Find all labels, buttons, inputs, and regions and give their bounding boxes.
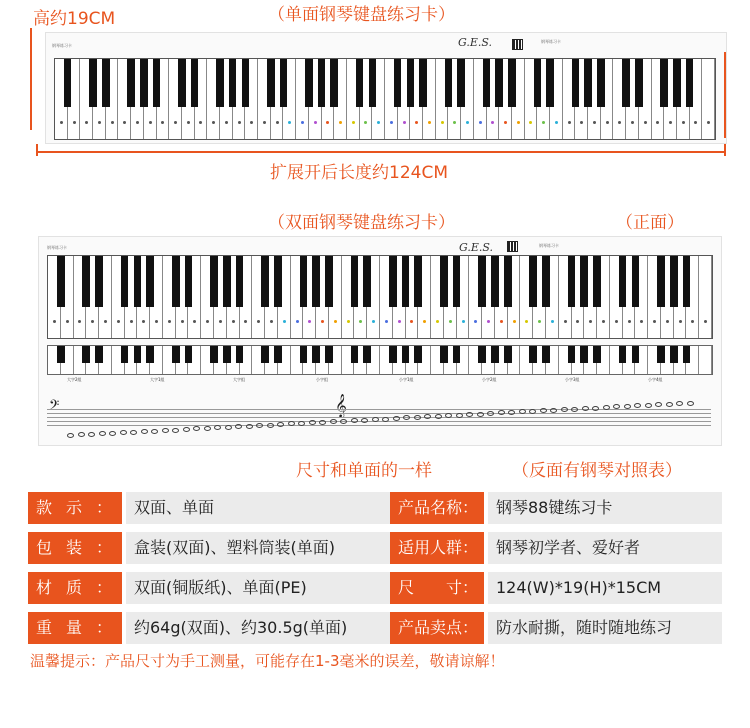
octave-label: 小字2组 xyxy=(482,377,497,382)
note-marker xyxy=(436,320,439,323)
staff-line xyxy=(47,421,711,422)
black-key xyxy=(632,256,640,307)
spec-label: 材 质 ： xyxy=(28,572,122,604)
staff-note xyxy=(88,432,95,437)
black-key xyxy=(632,346,640,363)
note-marker xyxy=(679,320,682,323)
octave-label: 小字1组 xyxy=(399,377,414,382)
staff-note xyxy=(529,409,536,414)
staff-note xyxy=(477,412,484,417)
staff-note xyxy=(99,431,106,436)
black-key xyxy=(146,346,154,363)
black-key xyxy=(134,346,142,363)
spec-label: 适用人群： xyxy=(390,532,484,564)
height-dimension-line xyxy=(30,28,32,130)
black-key xyxy=(546,59,554,107)
notice-text: 温馨提示：产品尺寸为手工测量，可能存在1-3毫米的误差，敬请谅解！ xyxy=(30,652,505,670)
staff-note xyxy=(141,429,148,434)
black-key xyxy=(140,59,148,107)
black-key xyxy=(89,59,97,107)
note-marker xyxy=(219,320,222,323)
staff-note xyxy=(172,428,179,433)
black-key xyxy=(508,59,516,107)
black-key xyxy=(568,256,576,307)
spec-label: 产品卖点： xyxy=(390,612,484,644)
height-label: 高约19CM xyxy=(33,9,116,29)
note-marker xyxy=(398,320,401,323)
brand-logo-2: G.E.S. xyxy=(459,241,494,254)
black-key xyxy=(673,59,681,107)
black-key xyxy=(504,346,512,363)
black-key xyxy=(683,346,691,363)
note-marker xyxy=(321,320,324,323)
staff-note xyxy=(687,401,694,406)
black-key xyxy=(453,346,461,363)
length-tick-left xyxy=(36,144,38,156)
staff-note xyxy=(393,416,400,421)
keyboard-height-dimension-line xyxy=(724,52,726,138)
staff-note xyxy=(183,427,190,432)
black-key xyxy=(223,256,231,307)
staff-note xyxy=(151,429,158,434)
staff-note xyxy=(319,420,326,425)
staff-note xyxy=(498,410,505,415)
black-key xyxy=(407,59,415,107)
staff-note xyxy=(162,428,169,433)
same-size-label: 尺寸和单面的一样 xyxy=(296,461,432,481)
black-key xyxy=(593,346,601,363)
black-key xyxy=(622,59,630,107)
note-marker xyxy=(155,320,158,323)
staff-note xyxy=(676,401,683,406)
note-marker xyxy=(104,320,107,323)
octave-label: 小字3组 xyxy=(565,377,580,382)
black-key xyxy=(369,59,377,107)
black-key xyxy=(457,59,465,107)
black-key xyxy=(102,59,110,107)
spec-value: 124(W)*19(H)*15CM xyxy=(488,572,722,604)
black-key xyxy=(414,256,422,307)
staff-note xyxy=(456,413,463,418)
octave-label: 大字2组 xyxy=(67,377,82,382)
note-marker xyxy=(53,320,56,323)
black-key xyxy=(121,256,129,307)
black-key xyxy=(210,346,218,363)
treble-clef-icon: 𝄞 xyxy=(335,393,347,417)
length-dimension-line xyxy=(36,151,726,153)
spec-label: 重 量 ： xyxy=(28,612,122,644)
double-card-front xyxy=(38,236,722,446)
staff-note xyxy=(403,415,410,420)
black-key xyxy=(597,59,605,107)
black-key xyxy=(121,346,129,363)
black-key xyxy=(127,59,135,107)
piano-keyboard-single xyxy=(54,58,716,140)
staff-line xyxy=(47,409,711,410)
black-key xyxy=(185,256,193,307)
black-key xyxy=(389,346,397,363)
octave-label: 小字组 xyxy=(316,377,328,382)
white-key xyxy=(702,59,715,139)
staff-note xyxy=(487,411,494,416)
brand-logo: G.E.S. xyxy=(458,36,493,49)
note-marker xyxy=(500,320,503,323)
note-marker xyxy=(653,320,656,323)
octave-label: 大字1组 xyxy=(150,377,165,382)
note-marker xyxy=(130,320,133,323)
note-marker xyxy=(513,320,516,323)
black-key xyxy=(619,256,627,307)
black-key xyxy=(172,256,180,307)
black-key xyxy=(318,59,326,107)
black-key xyxy=(478,256,486,307)
qr-code-icon-2 xyxy=(507,241,518,252)
black-key xyxy=(178,59,186,107)
staff-note xyxy=(655,402,662,407)
black-key xyxy=(572,59,580,107)
black-key xyxy=(95,256,103,307)
staff-note xyxy=(246,424,253,429)
length-tick-right xyxy=(724,144,726,156)
staff-note xyxy=(361,418,368,423)
octave-label: 小字4组 xyxy=(648,377,663,382)
staff-note xyxy=(67,433,74,438)
black-key xyxy=(363,346,371,363)
spec-row xyxy=(28,532,722,564)
single-card-title: （单面钢琴键盘练习卡） xyxy=(268,5,455,25)
note-marker xyxy=(487,320,490,323)
staff-note xyxy=(435,414,442,419)
note-marker xyxy=(117,320,120,323)
black-key xyxy=(495,59,503,107)
black-key xyxy=(242,59,250,107)
note-marker xyxy=(232,320,235,323)
black-key xyxy=(670,256,678,307)
staff-note xyxy=(193,426,200,431)
black-key xyxy=(191,59,199,107)
black-key xyxy=(414,346,422,363)
black-key xyxy=(419,59,427,107)
black-key xyxy=(453,256,461,307)
staff-line xyxy=(47,425,711,426)
black-key xyxy=(57,256,65,307)
staff-note xyxy=(298,421,305,426)
note-marker xyxy=(564,320,567,323)
note-marker xyxy=(66,320,69,323)
note-marker xyxy=(296,320,299,323)
black-key xyxy=(402,346,410,363)
staff-note xyxy=(540,408,547,413)
spec-value: 钢琴初学者、爱好者 xyxy=(488,532,722,564)
black-key xyxy=(635,59,643,107)
black-key xyxy=(657,346,665,363)
note-marker xyxy=(449,320,452,323)
staff-note xyxy=(561,407,568,412)
black-key xyxy=(445,59,453,107)
piano-keyboard-double xyxy=(47,255,713,339)
black-key xyxy=(580,346,588,363)
black-key xyxy=(686,59,694,107)
black-key xyxy=(261,346,269,363)
black-key xyxy=(529,256,537,307)
note-marker xyxy=(181,320,184,323)
qr-code-icon xyxy=(512,39,523,50)
staff-note xyxy=(235,424,242,429)
black-key xyxy=(223,346,231,363)
black-key xyxy=(670,346,678,363)
card2-header-text: 钢琴练习卡 xyxy=(47,245,67,250)
note-marker xyxy=(168,320,171,323)
staff-note xyxy=(571,407,578,412)
black-key xyxy=(236,256,244,307)
black-key xyxy=(394,59,402,107)
staff-note xyxy=(645,403,652,408)
length-label: 扩展开后长度约124CM xyxy=(270,163,448,183)
black-key xyxy=(325,256,333,307)
black-key xyxy=(280,59,288,107)
spec-row xyxy=(28,492,722,524)
black-key xyxy=(134,256,142,307)
staff-note xyxy=(414,415,421,420)
staff-note xyxy=(372,417,379,422)
black-key xyxy=(491,346,499,363)
staff-note xyxy=(351,418,358,423)
black-key xyxy=(356,59,364,107)
black-key xyxy=(153,59,161,107)
black-key xyxy=(568,346,576,363)
black-key xyxy=(491,256,499,307)
black-key xyxy=(82,256,90,307)
black-key xyxy=(146,256,154,307)
staff-note xyxy=(603,405,610,410)
staff-note xyxy=(214,425,221,430)
octave-label: 大字组 xyxy=(233,377,245,382)
black-key xyxy=(172,346,180,363)
black-key xyxy=(542,346,550,363)
spec-value: 约64g(双面)、约30.5g(单面) xyxy=(126,612,394,644)
black-key xyxy=(325,346,333,363)
staff-note xyxy=(330,419,337,424)
black-key xyxy=(312,256,320,307)
staff-note xyxy=(424,414,431,419)
spec-value: 双面、单面 xyxy=(126,492,394,524)
black-key xyxy=(593,256,601,307)
staff-note xyxy=(340,419,347,424)
black-key xyxy=(216,59,224,107)
staff-line xyxy=(47,413,711,414)
back-side-label: （反面有钢琴对照表） xyxy=(512,461,682,481)
spec-value: 防水耐撕，随时随地练习 xyxy=(488,612,722,644)
black-key xyxy=(274,346,282,363)
black-key xyxy=(619,346,627,363)
bass-clef-icon: 𝄢 xyxy=(49,397,60,416)
black-key xyxy=(312,346,320,363)
black-key xyxy=(580,256,588,307)
card2-header-note: 钢琴练习卡 xyxy=(539,243,559,248)
staff-note xyxy=(634,403,641,408)
black-key xyxy=(82,346,90,363)
staff-note xyxy=(130,430,137,435)
black-key xyxy=(657,256,665,307)
black-key xyxy=(440,256,448,307)
note-marker xyxy=(385,320,388,323)
note-marker xyxy=(628,320,631,323)
staff-note xyxy=(508,410,515,415)
spec-row xyxy=(28,572,722,604)
black-key xyxy=(683,256,691,307)
note-marker xyxy=(615,320,618,323)
black-key xyxy=(64,59,72,107)
staff-note xyxy=(582,406,589,411)
staff-note xyxy=(120,430,127,435)
staff-note xyxy=(382,417,389,422)
staff-line xyxy=(47,417,711,418)
note-marker xyxy=(283,320,286,323)
staff-note xyxy=(225,425,232,430)
staff-note xyxy=(204,426,211,431)
black-key xyxy=(351,256,359,307)
staff-note xyxy=(550,408,557,413)
black-key xyxy=(267,59,275,107)
black-key xyxy=(300,346,308,363)
octave-label-row xyxy=(47,375,711,387)
black-key xyxy=(402,256,410,307)
spec-label: 包 装 ： xyxy=(28,532,122,564)
spec-label: 尺 寸： xyxy=(390,572,484,604)
black-key xyxy=(440,346,448,363)
black-key xyxy=(363,256,371,307)
black-key xyxy=(300,256,308,307)
card-header-note: 钢琴练习卡 xyxy=(541,39,561,44)
black-key xyxy=(529,346,537,363)
black-key xyxy=(504,256,512,307)
note-marker xyxy=(270,320,273,323)
black-key xyxy=(305,59,313,107)
spec-value: 双面(铜版纸)、单面(PE) xyxy=(126,572,394,604)
black-key xyxy=(185,346,193,363)
black-key xyxy=(478,346,486,363)
note-marker xyxy=(602,320,605,323)
card-header-text: 钢琴练习卡 xyxy=(52,43,72,48)
black-key xyxy=(483,59,491,107)
white-key xyxy=(699,346,712,374)
black-key xyxy=(542,256,550,307)
staff-note xyxy=(109,431,116,436)
black-key xyxy=(210,256,218,307)
mini-keyboard-row xyxy=(47,345,713,375)
spec-label: 款 示 ： xyxy=(28,492,122,524)
black-key xyxy=(330,59,338,107)
spec-label: 产品名称： xyxy=(390,492,484,524)
black-key xyxy=(261,256,269,307)
note-marker xyxy=(462,320,465,323)
staff-note xyxy=(78,432,85,437)
note-marker xyxy=(334,320,337,323)
note-marker xyxy=(551,320,554,323)
single-card xyxy=(45,32,727,144)
staff-note xyxy=(256,423,263,428)
spec-value: 钢琴88键练习卡 xyxy=(488,492,722,524)
staff-note xyxy=(666,402,673,407)
staff-note xyxy=(267,423,274,428)
front-side-label: （正面） xyxy=(616,213,684,233)
double-card-title: （双面钢琴键盘练习卡） xyxy=(268,213,455,233)
black-key xyxy=(389,256,397,307)
black-key xyxy=(584,59,592,107)
black-key xyxy=(660,59,668,107)
note-marker xyxy=(666,320,669,323)
black-key xyxy=(351,346,359,363)
spec-row xyxy=(28,612,722,644)
music-staff xyxy=(47,393,711,441)
black-key xyxy=(229,59,237,107)
note-marker xyxy=(347,320,350,323)
staff-note xyxy=(592,406,599,411)
black-key xyxy=(95,346,103,363)
white-key xyxy=(699,256,712,338)
black-key xyxy=(57,346,65,363)
staff-note xyxy=(277,422,284,427)
black-key xyxy=(534,59,542,107)
staff-note xyxy=(624,404,631,409)
black-key xyxy=(236,346,244,363)
spec-value: 盒装(双面)、塑料筒装(单面) xyxy=(126,532,394,564)
black-key xyxy=(274,256,282,307)
